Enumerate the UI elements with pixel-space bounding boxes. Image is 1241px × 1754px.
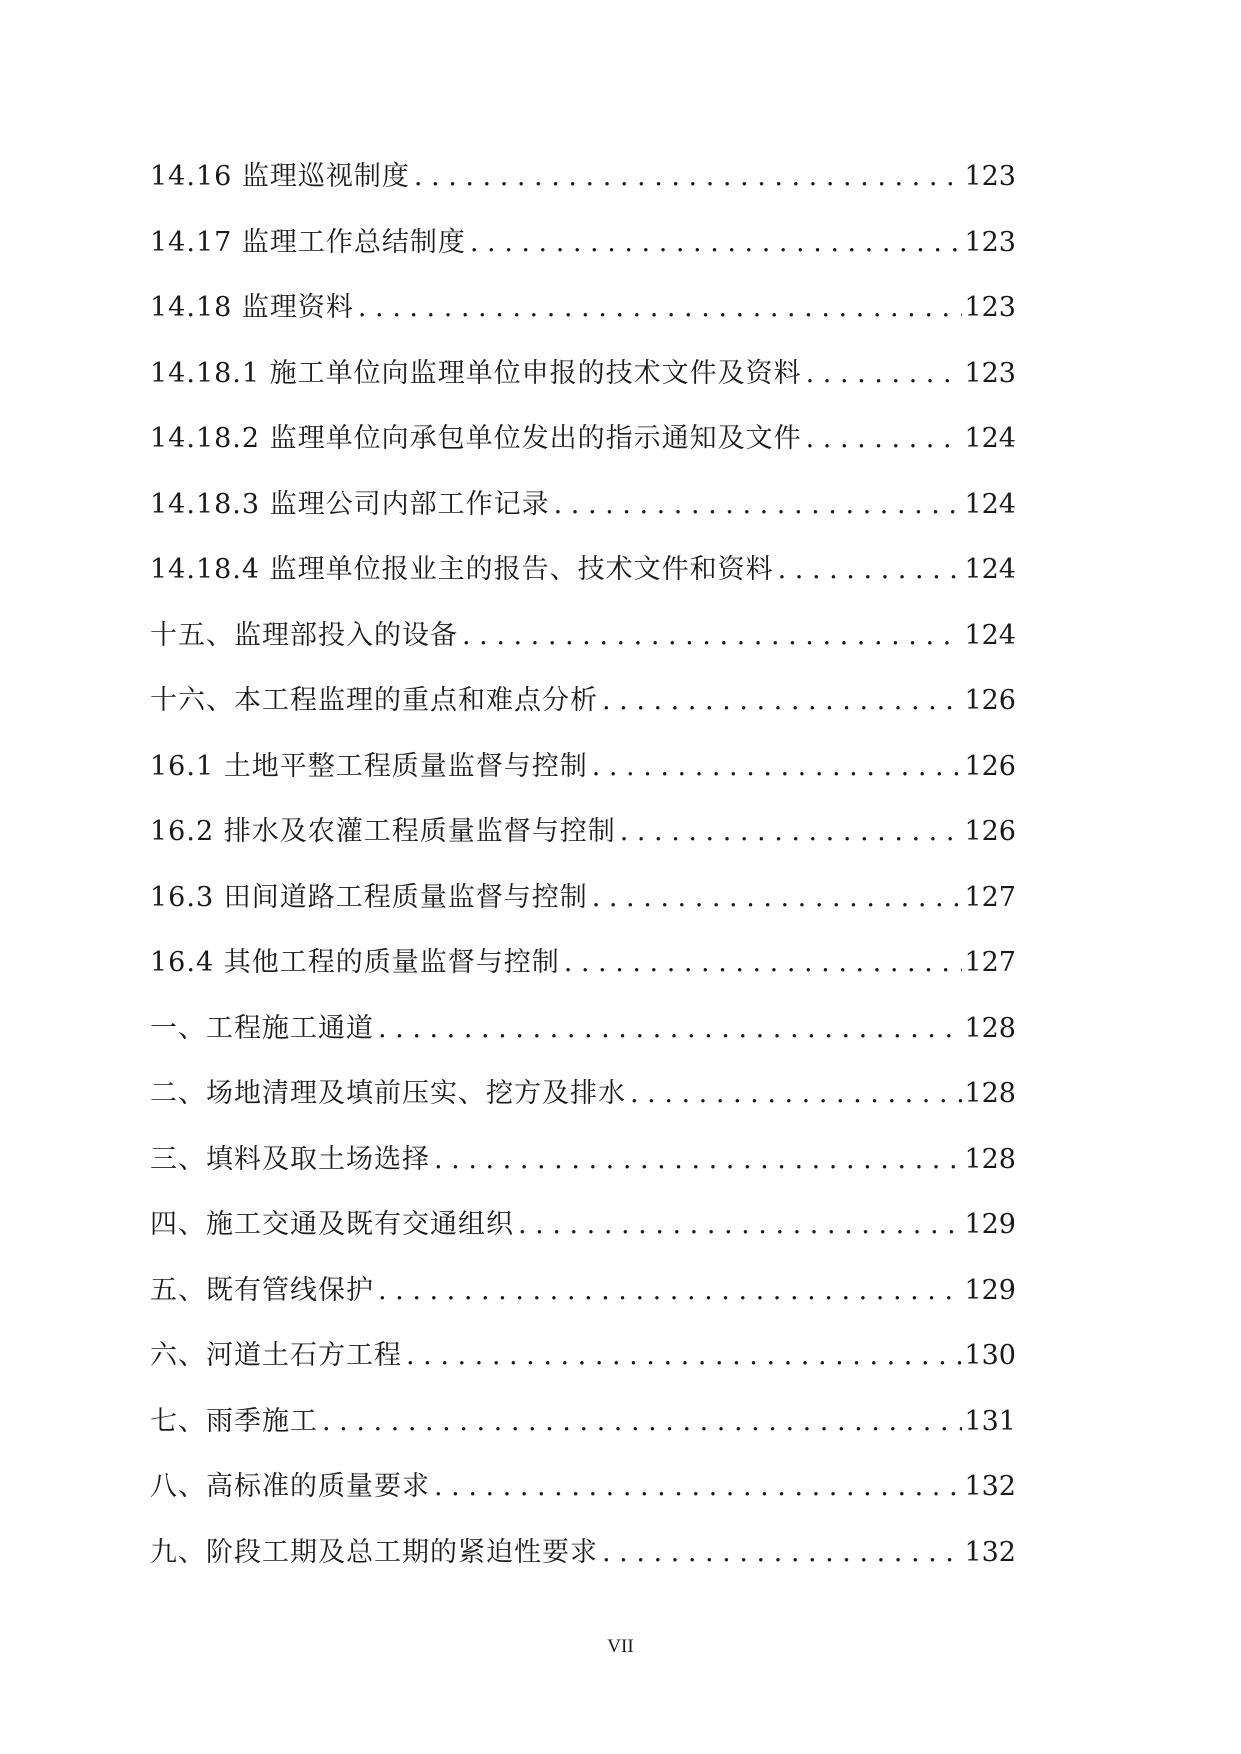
toc-entry-title: 三、填料及取土场选择 [150,1143,430,1175]
toc-entry-page: 127 [964,947,1016,978]
toc-entry[interactable] [150,355,1016,421]
dot-leader [470,224,963,262]
dot-leader [592,748,963,786]
toc-entry-page: 129 [964,1209,1016,1240]
toc-entry-page: 123 [964,161,1016,192]
toc-entry[interactable] [150,1010,1016,1076]
toc-entry-page: 128 [964,1143,1016,1175]
toc-entry-title: 五、既有管线保护 [150,1274,374,1306]
toc-entry[interactable] [150,289,1016,355]
dot-leader [620,813,963,851]
toc-entry[interactable] [150,1141,1016,1207]
toc-entry-title: 四、施工交通及既有交通组织 [150,1209,514,1240]
toc-entry-title: 14.18.2 监理单位向承包单位发出的指示通知及文件 [150,423,802,454]
dot-leader [554,486,963,524]
toc-entry-page: 132 [964,1471,1016,1502]
dot-leader [602,682,962,720]
dot-leader [358,289,963,327]
dot-leader [778,551,963,589]
dot-leader [592,879,963,917]
toc-entry-title: 14.16 监理巡视制度 [150,161,410,192]
toc-entry-page: 132 [964,1536,1016,1568]
toc-entry[interactable] [150,1272,1016,1338]
toc-entry[interactable] [150,748,1016,814]
dot-leader [630,1075,962,1113]
toc-entry[interactable] [150,1468,1016,1534]
toc-entry[interactable] [150,1075,1016,1141]
toc-entry[interactable] [150,879,1016,945]
dot-leader [378,1010,962,1048]
toc-entry-title: 14.18.4 监理单位报业主的报告、技术文件和资料 [150,554,774,585]
toc-entry-page: 124 [964,423,1016,454]
toc-entry-title: 一、工程施工通道 [150,1012,374,1044]
toc-entry-page: 131 [964,1405,1016,1437]
dot-leader [602,1534,962,1572]
dot-leader [806,355,963,393]
toc-entry-page: 130 [964,1340,1016,1371]
toc-entry-title: 16.3 田间道路工程质量监督与控制 [150,881,588,913]
dot-leader [434,1141,962,1179]
toc-entry-page: 123 [964,292,1016,323]
toc-entry-page: 128 [964,1078,1016,1109]
toc-entry[interactable] [150,1206,1016,1272]
dot-leader [806,420,963,458]
toc-entry-title: 九、阶段工期及总工期的紧迫性要求 [150,1536,598,1568]
toc-entry-page: 126 [964,750,1016,782]
toc-entry-page: 128 [964,1012,1016,1044]
toc-entry-title: 16.1 土地平整工程质量监督与控制 [150,750,588,782]
dot-leader [564,944,963,982]
toc-entry-page: 124 [964,619,1016,651]
toc-entry-title: 14.17 监理工作总结制度 [150,226,466,258]
toc-entry[interactable] [150,813,1016,879]
toc-entry-page: 124 [964,488,1016,520]
toc-entry-title: 14.18.1 施工单位向监理单位申报的技术文件及资料 [150,357,802,389]
dot-leader [414,158,963,196]
toc-entry-page: 127 [964,881,1016,913]
toc-entry[interactable] [150,1534,1016,1600]
toc-entry-title: 七、雨季施工 [150,1405,318,1437]
dot-leader [378,1272,962,1310]
toc-entry[interactable] [150,420,1016,486]
toc-entry[interactable] [150,944,1016,1010]
toc-entry[interactable] [150,617,1016,683]
dot-leader [322,1403,962,1441]
toc-entry-title: 14.18.3 监理公司内部工作记录 [150,488,550,520]
toc-entry[interactable] [150,551,1016,617]
toc-entry-page: 124 [964,554,1016,585]
dot-leader [518,1206,962,1244]
toc-entry[interactable] [150,1337,1016,1403]
page-number: VII [607,1636,634,1657]
dot-leader [406,1337,962,1375]
toc-entry-title: 十六、本工程监理的重点和难点分析 [150,685,598,716]
toc-entry-title: 八、高标准的质量要求 [150,1471,430,1502]
dot-leader [434,1468,962,1506]
toc-entry[interactable] [150,486,1016,552]
toc-entry-page: 123 [964,226,1016,258]
toc-entry-title: 16.4 其他工程的质量监督与控制 [150,947,560,978]
toc-entry[interactable] [150,158,1016,224]
toc-entry-title: 16.2 排水及农灌工程质量监督与控制 [150,816,616,847]
toc-entry[interactable] [150,224,1016,290]
toc-entry-title: 14.18 监理资料 [150,292,354,323]
toc-entry[interactable] [150,682,1016,748]
toc-entry-title: 六、河道土石方工程 [150,1340,402,1371]
toc-entry-page: 126 [964,685,1016,716]
toc-entry-page: 126 [964,816,1016,847]
toc-entry-page: 129 [964,1274,1016,1306]
dot-leader [462,617,962,655]
toc-entry-title: 十五、监理部投入的设备 [150,619,458,651]
table-of-contents [150,158,1016,1599]
toc-entry-page: 123 [964,357,1016,389]
toc-entry[interactable] [150,1403,1016,1469]
toc-entry-title: 二、场地清理及填前压实、挖方及排水 [150,1078,626,1109]
